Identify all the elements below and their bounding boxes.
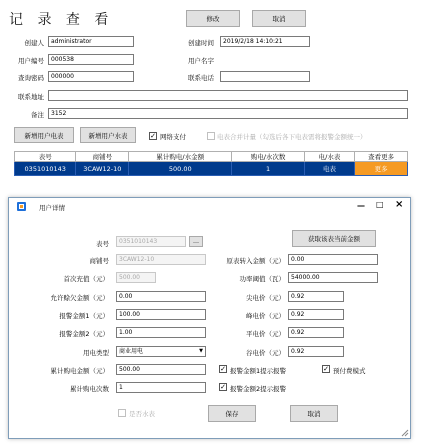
first-charge-field[interactable]: 500.00: [116, 272, 156, 283]
elec-type-select[interactable]: [116, 346, 206, 357]
dialog-cancel-button[interactable]: 取消: [290, 405, 338, 422]
col-more: 查看更多: [355, 152, 408, 162]
online-pay-checkbox[interactable]: ✓: [150, 132, 156, 140]
transfer-amount-label: 原表转入金额（元）: [226, 257, 285, 265]
dialog-title-bar[interactable]: [9, 198, 410, 216]
valley-price-field[interactable]: 0.92: [288, 346, 344, 357]
remark-label: 备注: [31, 111, 44, 119]
prepay-checkbox[interactable]: ✓: [323, 365, 329, 373]
prepay-label: 预付费模式: [333, 367, 366, 375]
is-water-checkbox[interactable]: [118, 409, 126, 417]
col-count: 购电/水次数: [232, 152, 304, 162]
alarm1-tip-label: 报警金额1提示报警: [230, 367, 287, 375]
alarm2-tip-label: 报警金额2提示报警: [230, 385, 287, 393]
cell-count[interactable]: 1: [232, 162, 304, 176]
elec-type-value: 商业用电: [119, 348, 144, 355]
valley-price-label: 谷电价（元）: [246, 349, 285, 357]
meter-no-label: 表号: [96, 240, 109, 248]
is-water-label: 是否水表: [129, 410, 155, 418]
close-icon[interactable]: ×: [395, 199, 404, 210]
col-shop-no: 商铺号: [76, 152, 129, 162]
meter-table: [14, 151, 408, 176]
save-button[interactable]: 保存: [208, 405, 256, 422]
total-count-field[interactable]: 1: [116, 382, 206, 393]
overdraft-field[interactable]: 0.00: [116, 291, 206, 302]
address-label: 联系地址: [18, 93, 44, 101]
cancel-button[interactable]: 取消: [252, 10, 306, 27]
peak-price-field[interactable]: 0.92: [288, 309, 344, 320]
dialog-title: 用户详情: [39, 204, 65, 212]
cell-total-amount[interactable]: 500.00: [129, 162, 232, 176]
cell-shop-no[interactable]: 3CAW12-10: [76, 162, 129, 176]
cell-meter-no[interactable]: 0351010143: [15, 162, 76, 176]
chevron-down-icon[interactable]: ▼: [199, 348, 203, 354]
shop-no-field[interactable]: 3CAW12-10: [116, 254, 206, 265]
created-time-field[interactable]: 2019/2/18 14:10:21: [220, 36, 310, 47]
query-pwd-field[interactable]: 000000: [48, 71, 134, 82]
sharp-price-field[interactable]: 0.92: [288, 291, 344, 302]
address-field[interactable]: [48, 90, 408, 101]
resize-grip-icon[interactable]: [401, 429, 409, 437]
phone-label: 联系电话: [188, 74, 214, 82]
add-meter-button[interactable]: 新增用户电表: [14, 127, 74, 143]
peak-price-label: 峰电价（元）: [246, 312, 285, 320]
alarm1-label: 报警金额1（元）: [59, 312, 109, 320]
creator-field[interactable]: administrator: [48, 36, 134, 47]
user-detail-dialog: [8, 197, 411, 439]
fetch-amount-button[interactable]: 获取该表当前金额: [292, 230, 376, 247]
add-water-button[interactable]: 新增用户水表: [80, 127, 136, 143]
online-pay-label: 网络支付: [160, 133, 186, 141]
page-title: 记 录 查 看: [9, 12, 114, 28]
total-count-label: 累计购电次数: [70, 385, 109, 393]
power-limit-field[interactable]: 54000.00: [288, 272, 378, 283]
shop-no-label: 商铺号: [89, 257, 109, 265]
alarm2-label: 报警金额2（元）: [59, 330, 109, 338]
merge-checkbox[interactable]: [207, 132, 215, 140]
phone-field[interactable]: [220, 71, 310, 82]
user-no-field[interactable]: 000538: [48, 54, 134, 65]
merge-label: 电表合并计量（勾选后各下电表需将报警金额统一）: [217, 133, 367, 141]
query-pwd-label: 查询密码: [18, 74, 44, 82]
first-charge-label: 首次充值（元）: [63, 275, 109, 283]
table-row[interactable]: [15, 162, 408, 176]
alarm1-tip-checkbox[interactable]: ✓: [220, 365, 226, 373]
created-time-label: 创建时间: [188, 39, 214, 47]
sharp-price-label: 尖电价（元）: [246, 294, 285, 302]
flat-price-label: 平电价（元）: [246, 330, 285, 338]
creator-label: 创建人: [24, 39, 44, 47]
user-no-label: 用户编号: [18, 57, 44, 65]
col-meter-no: 表号: [15, 152, 76, 162]
elec-type-label: 用电类型: [83, 349, 109, 357]
user-name-label: 用户名字: [188, 57, 214, 65]
more-link[interactable]: 更多: [355, 162, 408, 176]
user-name-field[interactable]: [220, 54, 310, 65]
power-limit-label: 功率阈值（瓦）: [239, 275, 285, 283]
meter-no-field[interactable]: 0351010143: [116, 236, 186, 247]
overdraft-label: 允许赊欠金额（元）: [50, 294, 109, 302]
alarm2-tip-checkbox[interactable]: ✓: [220, 383, 226, 391]
col-type: 电/水表: [304, 152, 354, 162]
total-amount-label: 累计购电金额（元）: [50, 367, 109, 375]
remark-field[interactable]: 3152: [48, 108, 408, 119]
cell-type[interactable]: 电表: [304, 162, 354, 176]
alarm1-field[interactable]: 100.00: [116, 309, 206, 320]
col-total-amount: 累计购电/水金额: [129, 152, 232, 162]
transfer-amount-field[interactable]: 0.00: [288, 254, 378, 265]
app-icon: [17, 202, 26, 211]
maximize-icon[interactable]: □: [376, 200, 384, 209]
total-amount-field[interactable]: 500.00: [116, 364, 206, 375]
flat-price-field[interactable]: 0.92: [288, 327, 344, 338]
modify-button[interactable]: 修改: [186, 10, 240, 27]
minimize-icon[interactable]: —: [357, 201, 365, 210]
alarm2-field[interactable]: 1.00: [116, 327, 206, 338]
lookup-button[interactable]: …: [189, 236, 203, 247]
